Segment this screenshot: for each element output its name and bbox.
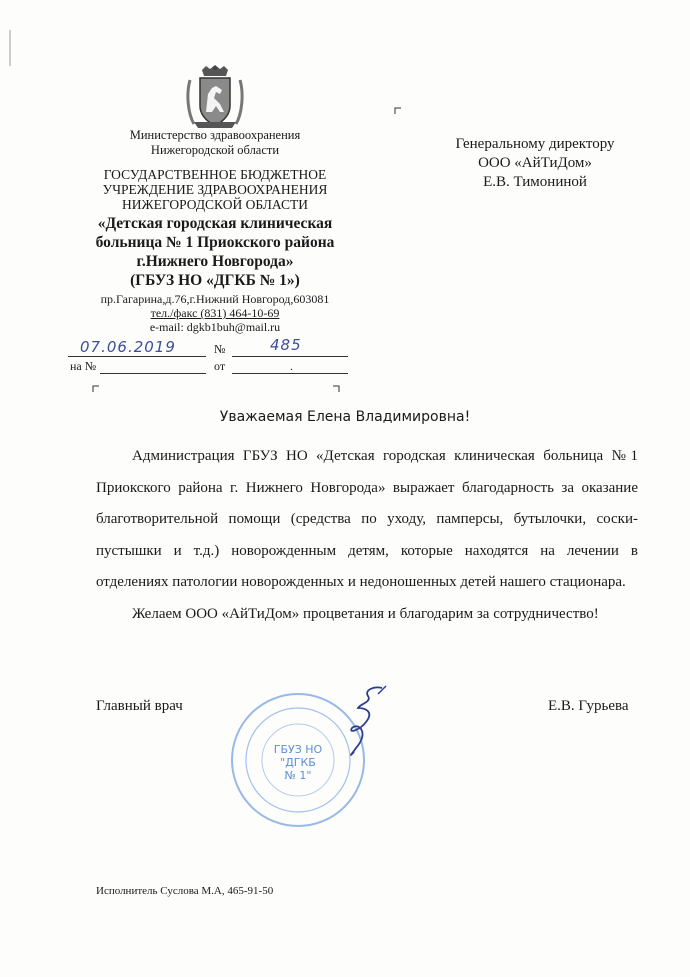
addressee-name: Е.В. Тимониной [483,174,587,190]
addressee-company: ООО «АйТиДом» [478,155,592,171]
corner-bracket-top [394,102,402,120]
stamp-line-2: "ДГКБ [280,756,316,769]
letter-greeting: Уважаемая Елена Владимировна! [219,409,471,425]
number-label: № [214,342,226,356]
hospital-email: e-mail: dgkb1buh@mail.ru [149,320,281,334]
stamp-line-3: № 1" [284,769,312,782]
hospital-phone: тел./факс (831) 464-10-69 [150,306,280,320]
corner-bracket-left [92,380,100,398]
letter-paragraph-2: Желаем ООО «АйТиДом» процветания и благодарим за сотрудничество! [132,605,599,622]
outgoing-date-line [68,356,206,357]
hospital-address: пр.Гагарина,д.76,г.Нижний Новгород,603081 [100,292,330,306]
org-line-1: ГОСУДАРСТВЕННОЕ БЮДЖЕТНОЕ [103,167,327,182]
addressee-position: Генеральному директору [455,136,615,152]
org-line-3: НИЖЕГОРОДСКОЙ ОБЛАСТИ [122,197,308,212]
reference-number-label: на № [70,359,97,373]
hospital-name-line-2: больница № 1 Приокского района [95,234,335,251]
hospital-short-name: (ГБУЗ НО «ДГКБ № 1») [130,272,300,289]
letter-body [96,441,638,630]
outgoing-number-line [232,356,348,357]
signer-name: Е.В. Гурьева [548,698,629,714]
outgoing-number: 485 [270,336,302,354]
signer-position: Главный врач [96,698,183,714]
hospital-name-line-1: «Детская городская клиническая [97,215,333,232]
stamp-line-1: ГБУЗ НО [273,743,323,756]
org-line-2: УЧРЕЖДЕНИЕ ЗДРАВООХРАНЕНИЯ [102,182,328,197]
outgoing-date: 07.06.2019 [80,338,176,356]
coat-of-arms-icon [186,64,244,130]
reference-date-line [232,373,348,374]
executor-info: Исполнитель Суслова М.А, 465-91-50 [96,885,274,897]
reference-number-line [100,373,206,374]
letter-paragraph-1: Администрация ГБУЗ НО «Детская городская клиническая больница №1 Приокского района г. Нижнего Новгорода» выражает благодарность за оказание благотворительной помощи (средства по уходу, памперсы, бутылочки, соски-пустышки и т.д.) новорожденным детям, которые находятся на лечении в отделениях патологии новорожденных и недоношенных детей нашего стационара. [96,448,638,590]
reference-date-label: от [214,359,226,373]
reference-date-value: . [290,359,293,373]
ministry-line-1: Министерство здравоохранения [129,128,301,142]
scan-mark [8,30,12,66]
ministry-line-2: Нижегородской области [150,143,280,157]
corner-bracket-right [332,380,340,398]
handwritten-signature [330,682,400,762]
hospital-name-line-3: г.Нижнего Новгорода» [136,253,294,270]
